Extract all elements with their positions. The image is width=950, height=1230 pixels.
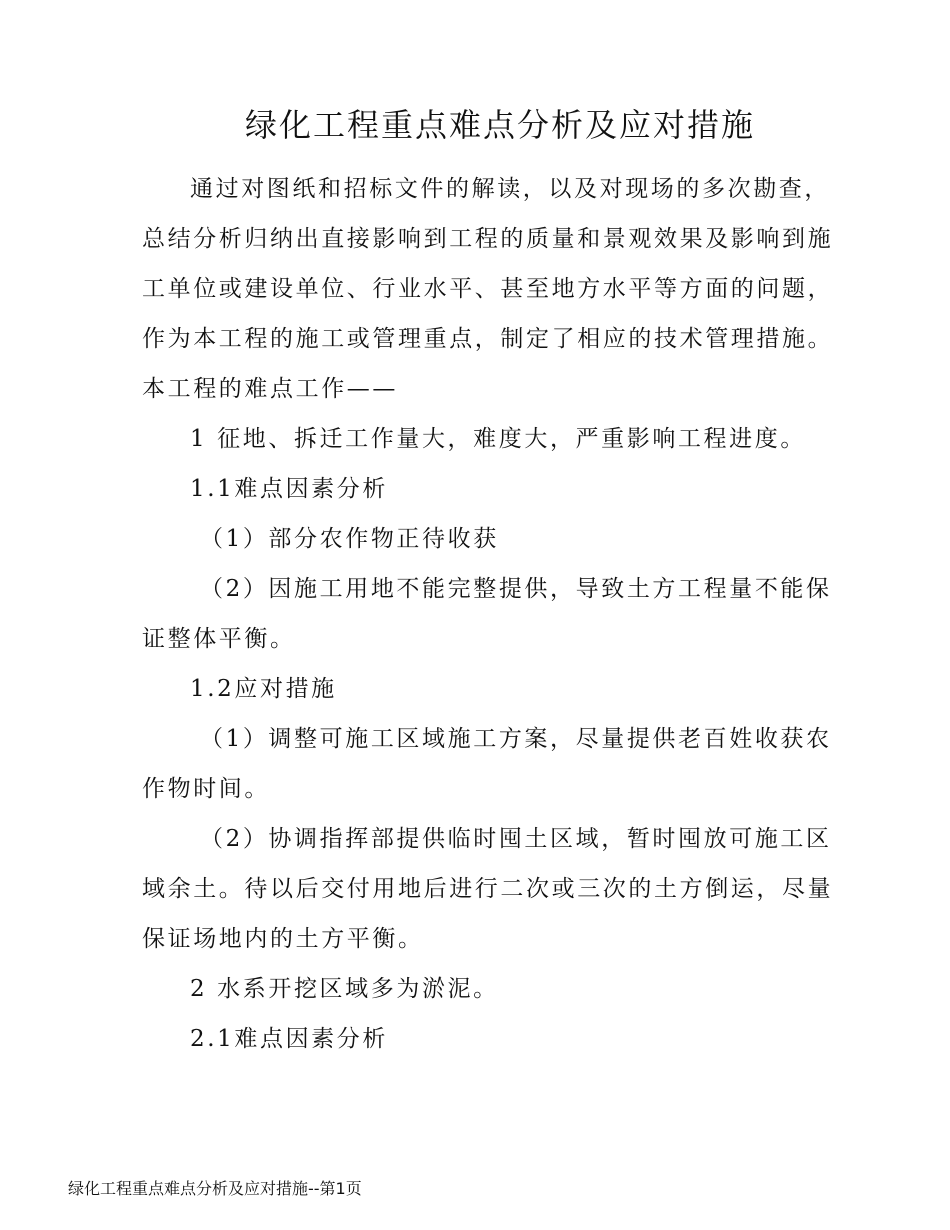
paragraph-line: 作为本工程的施工或管理重点，制定了相应的技术管理措施。	[142, 326, 834, 352]
paragraph-line: 工单位或建设单位、行业水平、甚至地方水平等方面的问题，	[142, 276, 834, 302]
paragraph-line: 证整体平衡。	[142, 626, 296, 652]
document-body	[142, 164, 834, 1064]
paragraph-line: 作物时间。	[142, 776, 270, 802]
subsection-heading: 2.1难点因素分析	[190, 1026, 388, 1052]
paragraph-line: 总结分析归纳出直接影响到工程的质量和景观效果及影响到施	[142, 226, 834, 252]
section-heading: 2 水系开挖区域多为淤泥。	[190, 976, 499, 1002]
list-item: （1）调整可施工区域施工方案，尽量提供老百姓收获农	[200, 726, 832, 752]
subsection-heading: 1.2应对措施	[190, 676, 337, 702]
paragraph-line: 保证场地内的土方平衡。	[142, 926, 424, 952]
document-title: 绿化工程重点难点分析及应对措施	[244, 106, 755, 144]
page-footer: 绿化工程重点难点分析及应对措施--第1页	[68, 1179, 362, 1198]
paragraph-line: 通过对图纸和招标文件的解读，以及对现场的多次勘查，	[190, 176, 830, 202]
list-item: （2）因施工用地不能完整提供，导致土方工程量不能保	[200, 576, 832, 602]
section-heading: 1 征地、拆迁工作量大，难度大，严重影响工程进度。	[190, 426, 806, 452]
list-item: （2）协调指挥部提供临时囤土区域，暂时囤放可施工区	[200, 826, 832, 852]
list-item: （1）部分农作物正待收获	[200, 526, 499, 552]
paragraph-line: 本工程的难点工作——	[142, 376, 398, 402]
paragraph-line: 域余土。待以后交付用地后进行二次或三次的土方倒运，尽量	[142, 876, 834, 902]
subsection-heading: 1.1难点因素分析	[190, 476, 388, 502]
